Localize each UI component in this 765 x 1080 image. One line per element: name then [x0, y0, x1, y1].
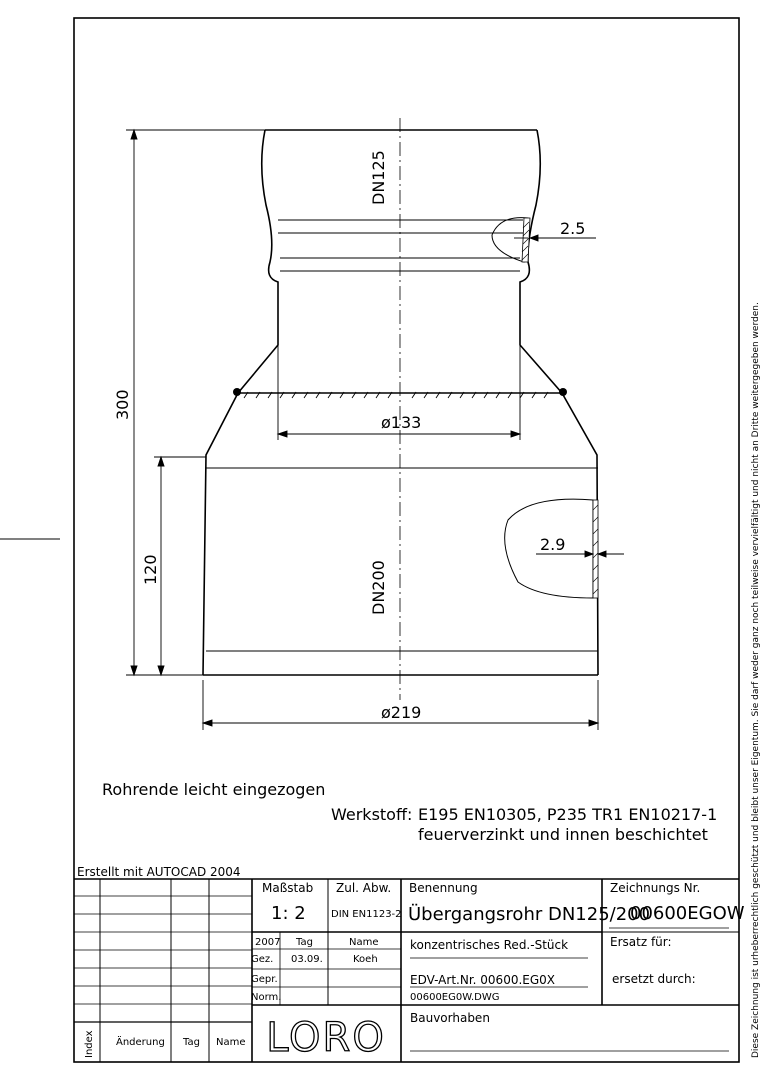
label-wall-top: 2.5	[560, 219, 586, 238]
tolerance-value: DIN EN1123-2	[331, 909, 402, 920]
norm-label: Norm.	[251, 992, 282, 1003]
reducer-outline	[203, 130, 598, 675]
drawing-no-value: 00600EGOW	[630, 903, 745, 924]
drawn-label: Gez.	[251, 954, 274, 965]
copyright-notice: Diese Zeichnung ist urheberrechtlich geschützt und bleibt unser Eigentum. Sie darf weder ganz noch teilweise vervielfältigt und nicht an Dritte weitergegeben werden.	[751, 302, 761, 1058]
checked-label: Gepr.	[251, 974, 278, 985]
name-column-label: Name	[349, 937, 379, 948]
material-line-2: feuerverzinkt und innen beschichtet	[418, 825, 708, 844]
dim-length-bottom	[154, 457, 206, 675]
replaces-label: Ersatz für:	[610, 935, 672, 949]
project-label: Bauvorhaben	[410, 1011, 490, 1025]
label-wall-bottom: 2.9	[540, 535, 566, 554]
name-label: Benennung	[409, 881, 478, 895]
dwg-filename: 00600EG0W.DWG	[410, 992, 500, 1003]
name-value: Übergangsrohr DN125/200	[408, 904, 651, 925]
revision-change-label: Änderung	[116, 1037, 165, 1048]
label-diameter-bottom: ø219	[381, 703, 422, 722]
replaced-by-label: ersetzt durch:	[612, 972, 696, 986]
reducer-inner-lines	[206, 220, 598, 651]
drawing-no-label: Zeichnungs Nr.	[610, 881, 701, 895]
weld-bead-right	[559, 388, 567, 396]
note-pipe-end: Rohrende leicht eingezogen	[102, 780, 326, 799]
dim-length-total	[126, 130, 265, 675]
label-dn-bottom: DN200	[369, 560, 388, 615]
revision-name-label: Name	[216, 1037, 246, 1048]
year: 2007	[255, 937, 281, 948]
scale-value: 1: 2	[271, 903, 306, 924]
label-length-total: 300	[113, 389, 132, 420]
tolerance-label: Zul. Abw.	[336, 881, 392, 895]
label-dn-top: DN125	[369, 150, 388, 205]
revision-index-label: Index	[84, 1030, 95, 1058]
description: konzentrisches Red.-Stück	[410, 938, 569, 952]
drawn-day: 03.09.	[291, 954, 323, 965]
day-column-label: Tag	[296, 937, 313, 948]
label-length-bottom: 120	[141, 554, 160, 585]
scale-label: Maßstab	[262, 881, 314, 895]
edv-art-no: EDV-Art.Nr. 00600.EG0X	[410, 973, 556, 987]
label-diameter-top: ø133	[381, 413, 422, 432]
loro-logo	[266, 1015, 386, 1061]
material-label: Werkstoff:	[331, 805, 413, 824]
material-line-1: E195 EN10305, P235 TR1 EN10217-1	[418, 805, 718, 824]
svg-text:LORO: LORO	[266, 1015, 386, 1061]
wall-hatch-bottom	[593, 500, 598, 598]
revision-day-label: Tag	[183, 1037, 200, 1048]
weld-bead-left	[233, 388, 241, 396]
drawn-name: Koeh	[353, 954, 378, 965]
created-with: Erstellt mit AUTOCAD 2004	[77, 865, 241, 879]
